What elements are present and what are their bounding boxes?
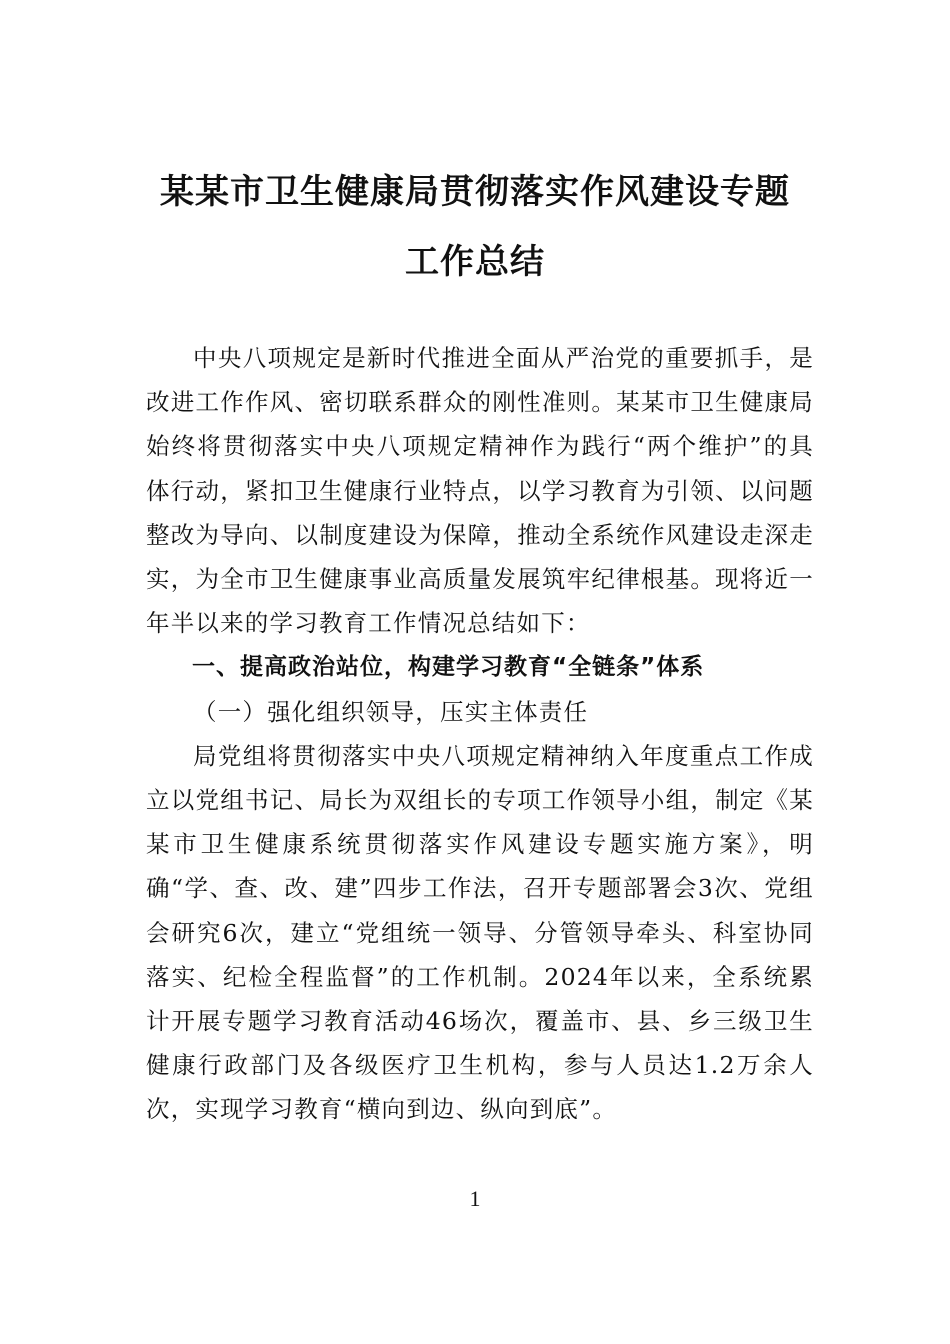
section-heading-1: 一、提高政治站位，构建学习教育“全链条”体系	[192, 654, 705, 681]
document-body	[146, 336, 814, 1132]
document-title-line-1: 某某市卫生健康局贯彻落实作风建设专题	[160, 172, 790, 212]
document-title-line-2: 工作总结	[405, 242, 545, 282]
body-paragraph-1: 局党组将贯彻落实中央八项规定精神纳入年度重点工作成立以党组书记、局长为双组长的专项工作领导小组，制定《某某市卫生健康系统贯彻落实作风建设专题实施方案》，明确“学、查、改、建”四步工作法，召开专题部署会3次、党组会研究6次，建立“党组统一领导、分管领导牵头、科室协同落实、纪检全程监督”的工作机制。2024年以来，全系统累计开展专题学习教育活动46场次，覆盖市、县、乡三级卫生健康行政部门及各级医疗卫生机构，参与人员达1.2万余人次，实现学习教育“横向到边、纵向到底”。	[146, 741, 814, 1124]
intro-paragraph: 中央八项规定是新时代推进全面从严治党的重要抓手，是改进工作作风、密切联系群众的刚性准则。某某市卫生健康局始终将贯彻落实中央八项规定精神作为践行“两个维护”的具体行动，紧扣卫生健康行业特点，以学习教育为引领、以问题整改为导向、以制度建设为保障，推动全系统作风建设走深走实，为全市卫生健康事业高质量发展筑牢纪律根基。现将近一年半以来的学习教育工作情况总结如下：	[146, 344, 814, 638]
subsection-heading-1: （一）强化组织领导，压实主体责任	[193, 697, 589, 726]
page-number: 1	[469, 1186, 481, 1211]
